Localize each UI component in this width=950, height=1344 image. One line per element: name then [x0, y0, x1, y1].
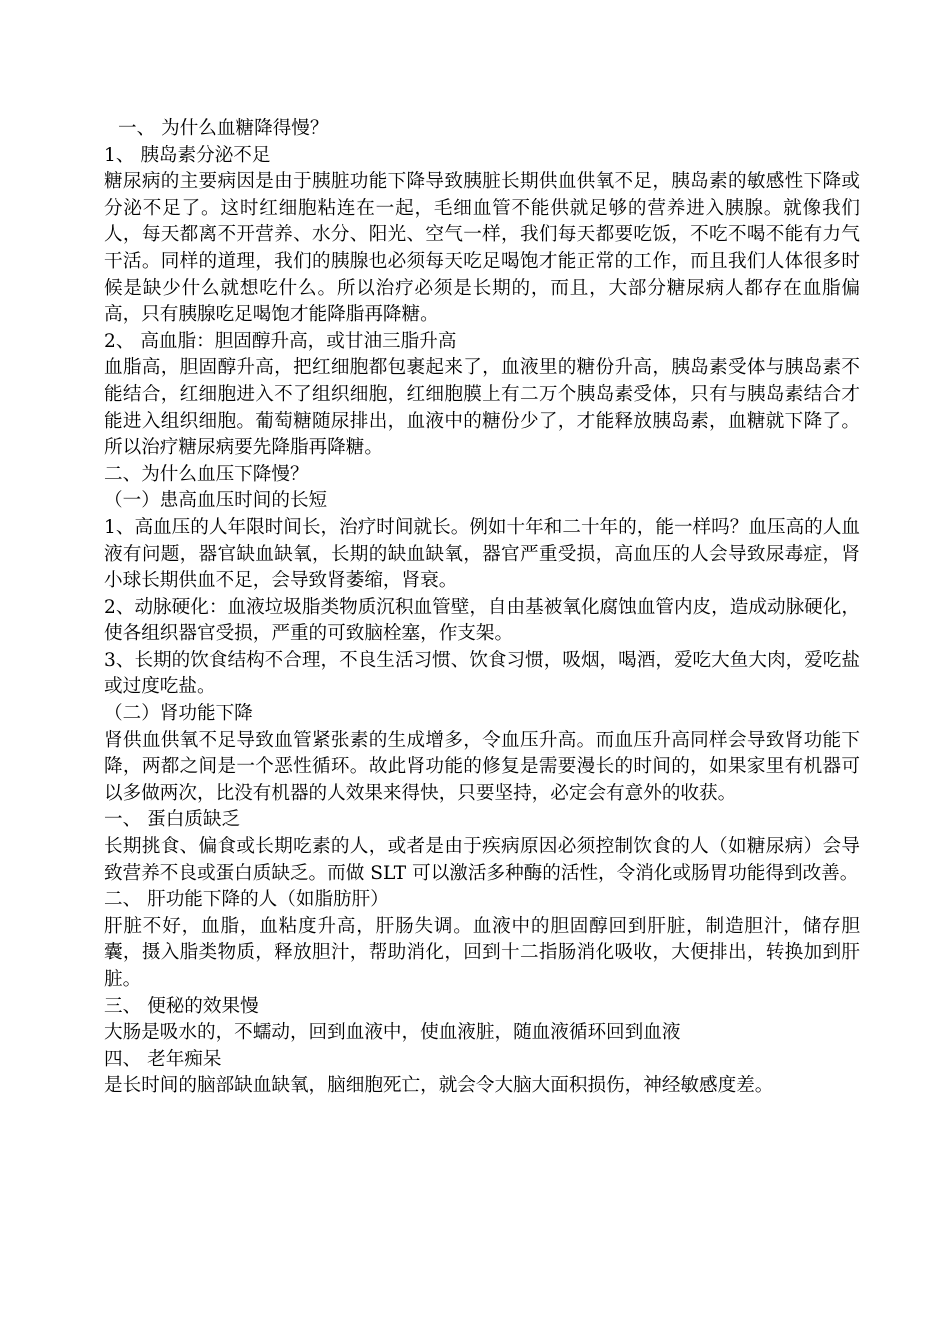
section-heading: 二、 肝功能下降的人（如脂肪肝） [104, 889, 389, 911]
body-paragraph: 长期挑食、偏食或长期吃素的人，或者是由于疾病原因必须控制饮食的人（如糖尿病）会导致营养不良或蛋白质缺乏。而做 SLT 可以激活多种酶的活性，令消化或肠胃功能得到改善。 [104, 836, 860, 884]
section-heading: 一、 蛋白质缺乏 [104, 809, 241, 831]
section-heading: 四、 老年痴呆 [104, 1048, 222, 1070]
section-heading: 三、 便秘的效果慢 [104, 995, 259, 1017]
subsection-heading: （一）患高血压时间的长短 [104, 490, 328, 512]
body-paragraph: 肾供血供氧不足导致血管紧张素的生成增多，令血压升高。而血压升高同样会导致肾功能下降，两都之间是一个恶性循环。故此肾功能的修复是需要漫长的时间的，如果家里有机器可以多做两次，比没有机器的人效果来得快，只要坚持，必定会有意外的收获。 [104, 729, 860, 804]
body-paragraph: 3、长期的饮食结构不合理，不良生活习惯、饮食习惯，吸烟，喝酒，爱吃大鱼大肉，爱吃盐或过度吃盐。 [104, 649, 860, 698]
body-paragraph: 1、高血压的人年限时间长，治疗时间就长。例如十年和二十年的，能一样吗？血压高的人血液有问题，器官缺血缺氧，长期的缺血缺氧，器官严重受损，高血压的人会导致尿毒症，肾小球长期供血不足，会导致肾萎缩，肾衰。 [104, 516, 860, 592]
section-heading: 一、 为什么血糖降得慢？ [118, 118, 329, 139]
body-paragraph: 糖尿病的主要病因是由于胰脏功能下降导致胰脏长期供血供氧不足，胰岛素的敏感性下降或分泌不足了。这时红细胞粘连在一起，毛细血管不能供就足够的营养进入胰腺。就像我们人，每天都离不开营养、水分、阳光、空气一样，我们每天都要吃饭，不吃不喝不能有力气干活。同样的道理，我们的胰腺也必须每天吃足喝饱才能正常的工作，而且我们人体很多时候是缺少什么就想吃什么。所以治疗必须是长期的，而且，大部分糖尿病人都存在血脂偏高，只有胰腺吃足喝饱才能降脂再降糖。 [104, 171, 860, 326]
body-paragraph: 血脂高，胆固醇升高，把红细胞都包裹起来了，血液里的糖份升高，胰岛素受体与胰岛素不能结合，红细胞进入不了组织细胞，红细胞膜上有二万个胰岛素受体，只有与胰岛素结合才能进入组织细胞。葡萄糖随尿排出，血液中的糖份少了，才能释放胰岛素，血糖就下降了。所以治疗糖尿病要先降脂再降糖。 [104, 357, 860, 459]
subsection-heading: 1、 胰岛素分泌不足 [104, 144, 271, 166]
subsection-heading: 2、 高血脂：胆固醇升高，或甘油三脂升高 [104, 330, 457, 352]
subsection-heading: （二）肾功能下降 [104, 703, 253, 725]
body-paragraph: 2、动脉硬化：血液垃圾脂类物质沉积血管壁，自由基被氧化腐蚀血管内皮，造成动脉硬化，使各组织器官受损，严重的可致脑栓塞，作支架。 [104, 596, 860, 645]
section-heading: 二、为什么血压下降慢？ [104, 463, 309, 485]
body-paragraph: 大肠是吸水的，不蠕动，回到血液中，使血液脏，随血液循环回到血液 [104, 1022, 681, 1044]
body-paragraph: 是长时间的脑部缺血缺氧，脑细胞死亡，就会令大脑大面积损伤，神经敏感度差。 [104, 1075, 774, 1097]
body-paragraph: 肝脏不好，血脂，血粘度升高，肝肠失调。血液中的胆固醇回到肝脏，制造胆汁，储存胆囊，摄入脂类物质，释放胆汁，帮助消化，回到十二指肠消化吸收，大便排出，转换加到肝脏。 [104, 915, 860, 990]
